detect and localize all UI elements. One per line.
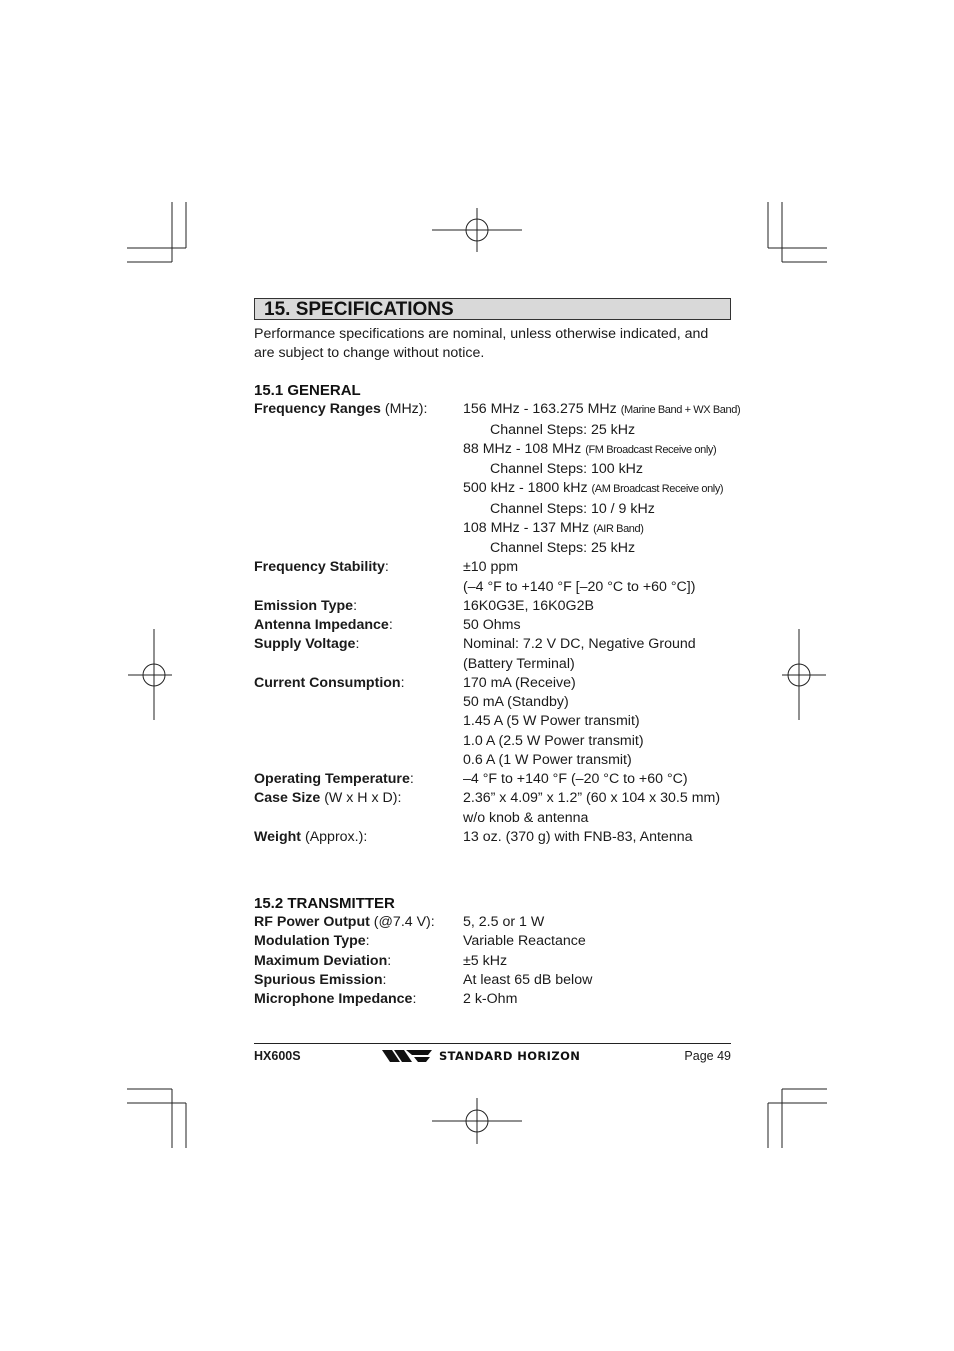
- section-heading-transmitter: 15.2 TRANSMITTER: [254, 895, 395, 913]
- spec-row: [254, 913, 731, 932]
- transmitter-spec-list: [254, 913, 731, 1009]
- spec-label-name: Antenna Impedance: [254, 617, 389, 634]
- spec-label-name: Current Consumption: [254, 674, 401, 691]
- spec-label-name: Microphone Impedance: [254, 991, 413, 1008]
- spec-values: [463, 558, 731, 597]
- spec-label-name: Frequency Stability: [254, 559, 385, 576]
- spec-label-name: Emission Type: [254, 597, 354, 614]
- page-title: 15. SPECIFICATIONS: [254, 298, 731, 320]
- spec-label: [254, 913, 463, 932]
- spec-value-text: (Battery Terminal): [463, 655, 575, 672]
- spec-value: [463, 952, 731, 971]
- spacer: [254, 847, 731, 866]
- spec-value: [463, 421, 740, 440]
- spec-value: [463, 913, 731, 932]
- standard-horizon-logo-icon: [382, 1049, 434, 1063]
- spec-label-suffix: :: [388, 617, 393, 634]
- spec-value-text: –4 °F to +140 °F (–20 °C to +60 °C): [463, 771, 688, 788]
- spec-label: [254, 770, 463, 789]
- spec-row: [254, 597, 731, 616]
- spec-row: [254, 932, 731, 951]
- spec-value-text: 50 mA (Standby): [463, 694, 569, 711]
- spec-value-text: Nominal: 7.2 V DC, Negative Ground: [463, 636, 696, 653]
- spec-value-text: 500 kHz - 1800 kHz: [463, 480, 592, 497]
- spec-value: [463, 539, 740, 558]
- spec-label: [254, 558, 463, 597]
- spec-label-suffix: :: [355, 636, 360, 653]
- spec-value: [463, 578, 731, 597]
- spec-values: [463, 990, 731, 1009]
- spec-value-text: 88 MHz - 108 MHz: [463, 440, 586, 457]
- general-spec-list: [254, 400, 741, 847]
- spec-row: [254, 952, 731, 971]
- spec-label-name: Modulation Type: [254, 933, 366, 950]
- spec-value-text: 170 mA (Receive): [463, 674, 576, 691]
- spec-value: [463, 674, 731, 693]
- spec-value-text: 13 oz. (370 g) with FNB-83, Antenna: [463, 828, 693, 845]
- spec-values: [463, 674, 731, 770]
- spec-label-suffix: :: [400, 674, 405, 691]
- spec-label: [254, 674, 463, 770]
- spec-value-text: Channel Steps: 10 / 9 kHz: [490, 500, 655, 517]
- spec-label-name: Supply Voltage: [254, 636, 356, 653]
- spec-value-text: Channel Steps: 25 kHz: [490, 421, 636, 438]
- spec-values: [463, 932, 731, 951]
- spec-row: [254, 400, 741, 558]
- spec-value-text: Channel Steps: 100 kHz: [490, 461, 644, 478]
- spec-value: [463, 655, 731, 674]
- spec-value: [463, 712, 731, 731]
- spec-label-suffix: (Approx.):: [301, 828, 368, 845]
- spec-value-text: 0.6 A (1 W Power transmit): [463, 751, 632, 768]
- spec-value: [463, 751, 731, 770]
- spec-value-text: 108 MHz - 137 MHz: [463, 519, 594, 536]
- spec-value-text: 5, 2.5 or 1 W: [463, 914, 545, 931]
- spec-value: [463, 732, 731, 751]
- spec-value-text: 2.36” x 4.09” x 1.2” (60 x 104 x 30.5 mm): [463, 790, 721, 807]
- brand-logo: [382, 1049, 580, 1063]
- spec-label: [254, 932, 463, 951]
- spec-label-suffix: :: [384, 559, 389, 576]
- brand-name: STANDARD HORIZON: [439, 1049, 581, 1063]
- spec-label-suffix: :: [365, 933, 370, 950]
- spec-label-suffix: (MHz):: [380, 401, 428, 418]
- spec-value-text: 16K0G3E, 16K0G2B: [463, 597, 594, 614]
- spec-label-name: Case Size: [254, 790, 321, 807]
- spec-value-text: ±5 kHz: [463, 952, 508, 969]
- spec-values: [463, 400, 740, 558]
- spec-value-note: (AM Broadcast Receive only): [591, 483, 724, 496]
- spec-values: [463, 635, 731, 674]
- spec-value-note: (Marine Band + WX Band): [620, 404, 741, 417]
- intro-text: Performance specifications are nominal, unless otherwise indicated, and are subject to change without notice.: [254, 326, 709, 362]
- spec-value: [463, 990, 731, 1009]
- spec-label: [254, 635, 463, 674]
- spec-value-text: 1.0 A (2.5 W Power transmit): [463, 732, 644, 749]
- spec-value: [463, 828, 731, 847]
- spec-row: [254, 770, 731, 789]
- spec-label-name: Operating Temperature: [254, 771, 410, 788]
- spec-value-text: 1.45 A (5 W Power transmit): [463, 713, 640, 730]
- spec-value: [463, 558, 731, 577]
- spec-values: [463, 971, 731, 990]
- spec-label-suffix: (W x H x D):: [320, 790, 402, 807]
- spec-value-text: Variable Reactance: [463, 933, 586, 950]
- spec-value: [463, 460, 740, 479]
- spec-values: [463, 597, 731, 616]
- spec-label-name: Spurious Emission: [254, 971, 383, 988]
- spec-label: [254, 971, 463, 990]
- spec-row: [254, 635, 731, 674]
- spec-row: [254, 971, 731, 990]
- spec-value: [463, 400, 740, 420]
- spec-value: [463, 770, 731, 789]
- spec-value-note: (FM Broadcast Receive only): [585, 443, 717, 456]
- spec-row: [254, 828, 731, 847]
- spec-values: [463, 789, 731, 828]
- spec-value: [463, 789, 731, 808]
- spec-label: [254, 828, 463, 847]
- spec-value: [463, 597, 731, 616]
- spec-value: [463, 500, 740, 519]
- spec-value: [463, 616, 731, 635]
- spec-values: [463, 952, 731, 971]
- spec-label-name: RF Power Output: [254, 914, 370, 931]
- spec-value-text: w/o knob & antenna: [463, 809, 589, 826]
- spec-label: [254, 597, 463, 616]
- spec-label-suffix: :: [382, 971, 387, 988]
- spec-label: [254, 789, 463, 828]
- spec-value-text: 50 Ohms: [463, 617, 521, 634]
- spec-value-note: (AIR Band): [593, 522, 644, 535]
- spec-value: [463, 519, 740, 539]
- spec-label-name: Weight: [254, 828, 302, 845]
- model-name: HX600S: [254, 1049, 301, 1063]
- spec-value-text: 156 MHz - 163.275 MHz: [463, 401, 621, 418]
- spec-label-suffix: :: [353, 597, 358, 614]
- spec-value-text: At least 65 dB below: [463, 971, 593, 988]
- spec-value-text: ±10 ppm: [463, 559, 519, 576]
- spec-label-suffix: :: [387, 952, 392, 969]
- spec-value: [463, 440, 740, 460]
- page-content: [254, 298, 741, 1009]
- spec-row: [254, 558, 731, 597]
- spec-values: [463, 770, 731, 789]
- spec-row: [254, 990, 731, 1009]
- spec-value: [463, 809, 731, 828]
- spec-row: [254, 616, 731, 635]
- spec-value: [463, 635, 731, 654]
- spec-label-name: Frequency Ranges: [254, 401, 381, 418]
- spec-value: [463, 693, 731, 712]
- spec-value: [463, 479, 740, 499]
- spec-row: [254, 789, 731, 828]
- page-footer: [254, 1043, 731, 1072]
- spec-row: [254, 674, 731, 770]
- spec-value: [463, 971, 731, 990]
- spec-label: [254, 990, 463, 1009]
- spec-values: [463, 828, 731, 847]
- spec-label-suffix: :: [409, 771, 414, 788]
- page-number: Page 49: [684, 1049, 731, 1063]
- spec-label: [254, 616, 463, 635]
- spec-label-suffix: (@7.4 V):: [369, 914, 435, 931]
- spec-label-suffix: :: [412, 991, 417, 1008]
- spec-values: [463, 616, 731, 635]
- spec-value-text: Channel Steps: 25 kHz: [490, 540, 636, 557]
- spec-label: [254, 400, 463, 558]
- spec-label: [254, 952, 463, 971]
- spec-value-text: 2 k-Ohm: [463, 991, 518, 1008]
- spec-label-name: Maximum Deviation: [254, 952, 388, 969]
- spec-value: [463, 932, 731, 951]
- section-heading-general: 15.1 GENERAL: [254, 382, 361, 400]
- spec-values: [463, 913, 731, 932]
- spec-value-text: (–4 °F to +140 °F [–20 °C to +60 °C]): [463, 578, 696, 595]
